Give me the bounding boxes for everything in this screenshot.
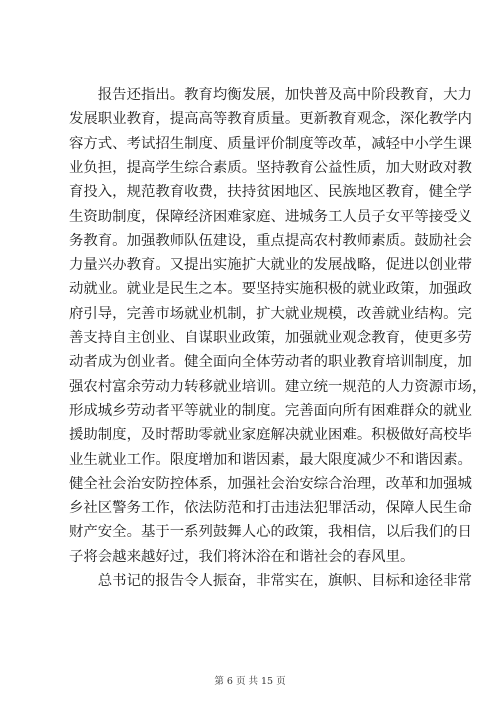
text-line: 财产安全。基于一系列鼓舞人心的政策，我相信，以后我们的日 — [69, 524, 472, 541]
text-line: 动就业。就业是民生之本。要坚持实施积极的就业政策，加强政 — [69, 281, 472, 298]
text-line: 子将会越来越好过，我们将沐浴在和谐社会的春风里。 — [69, 548, 415, 565]
text-line: 务教育。加强教师队伍建设，重点提高农村教师素质。鼓励社会 — [69, 232, 472, 249]
text-line: 援助制度，及时帮助零就业家庭解决就业困难。积极做好高校毕 — [69, 427, 472, 444]
text-line: 总书记的报告令人振奋，非常实在，旗帜、目标和途径非常 — [69, 573, 472, 589]
text-line: 发展职业教育，提高高等教育质量。更新教育观念，深化教学内 — [69, 111, 472, 128]
text-line: 形成城乡劳动者平等就业的制度。完善面向所有困难群众的就业 — [69, 402, 472, 419]
text-line: 业负担，提高学生综合素质。坚持教育公益性质，加大财政对教 — [69, 159, 472, 176]
text-line: 强农村富余劳动力转移就业培训。建立统一规范的人力资源市场， — [69, 378, 487, 395]
text-line: 力量兴办教育。又提出实施扩大就业的发展战略，促进以创业带 — [69, 257, 472, 274]
text-line: 健全社会治安防控体系，加强社会治安综合治理，改革和加强城 — [69, 475, 472, 492]
text-line: 育投入，规范教育收费，扶持贫困地区、民族地区教育，健全学 — [69, 184, 472, 201]
text-line: 动者成为创业者。健全面向全体劳动者的职业教育培训制度，加 — [69, 354, 472, 371]
text-line: 业生就业工作。限度增加和谐因素，最大限度减少不和谐因素。 — [69, 451, 472, 468]
text-line: 生资助制度，保障经济困难家庭、进城务工人员子女平等接受义 — [69, 208, 472, 225]
text-line: 乡社区警务工作，依法防范和打击违法犯罪活动，保障人民生命 — [69, 500, 472, 517]
page-footer: 第 6 页 共 15 页 — [214, 676, 286, 687]
text-line: 善支持自主创业、自谋职业政策，加强就业观念教育，使更多劳 — [69, 330, 472, 346]
text-line: 报告还指出。教育均衡发展，加快普及高中阶段教育，大力 — [69, 87, 472, 103]
text-line: 容方式、考试招生制度、质量评价制度等改革，减轻中小学生课 — [69, 135, 472, 152]
text-line: 府引导，完善市场就业机制，扩大就业规模，改善就业结构。完 — [69, 305, 472, 322]
